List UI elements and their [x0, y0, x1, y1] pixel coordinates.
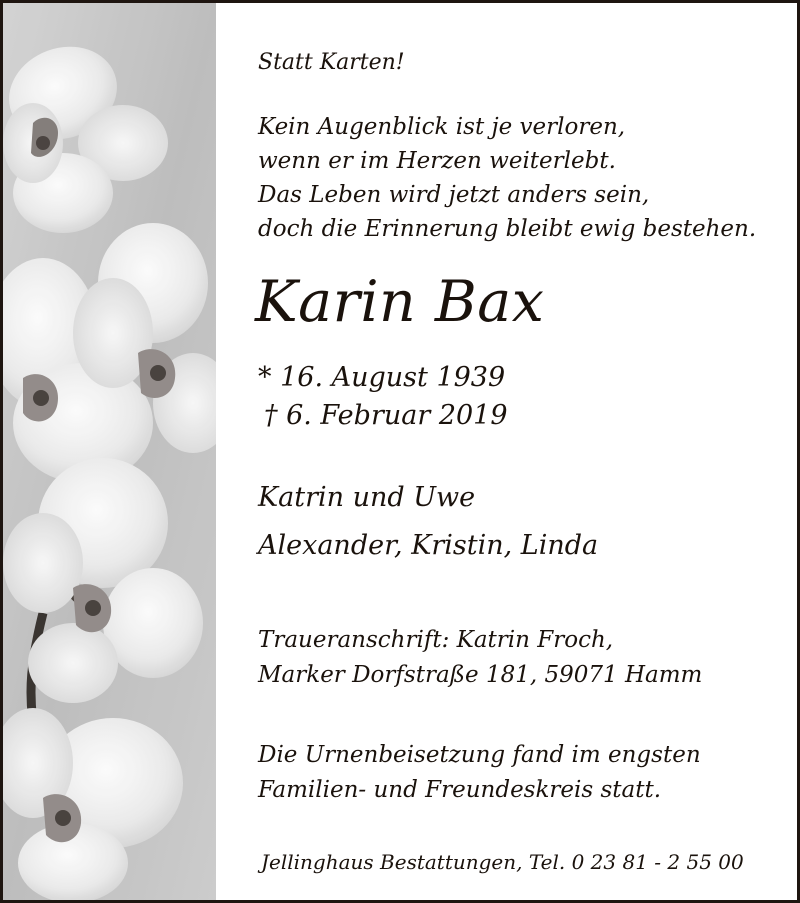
- verse-line-2: wenn er im Herzen weiterlebt.: [258, 148, 616, 174]
- deceased-name: Karin Bax: [255, 269, 545, 335]
- death-date: † 6. Februar 2019: [264, 400, 508, 431]
- family-line-2: Alexander, Kristin, Linda: [258, 530, 599, 561]
- verse-line-1: Kein Augenblick ist je verloren,: [258, 114, 626, 140]
- family-line-1: Katrin und Uwe: [258, 482, 476, 513]
- address-line-1: Traueranschrift: Katrin Froch,: [258, 627, 614, 653]
- statement-line-2: Familien- und Freundeskreis statt.: [258, 777, 662, 803]
- header-text: Statt Karten!: [258, 50, 405, 75]
- address-line-2: Marker Dorfstraße 181, 59071 Hamm: [258, 662, 703, 688]
- statement-line-1: Die Urnenbeisetzung fand im engsten: [258, 742, 701, 768]
- verse-line-4: doch die Erinnerung bleibt ewig bestehen.: [258, 216, 757, 242]
- funeral-home-footer: Jellinghaus Bestattungen, Tel. 0 23 81 - 2 55 00: [261, 850, 744, 874]
- verse-line-3: Das Leben wird jetzt anders sein,: [258, 182, 650, 208]
- birth-date: * 16. August 1939: [258, 362, 506, 393]
